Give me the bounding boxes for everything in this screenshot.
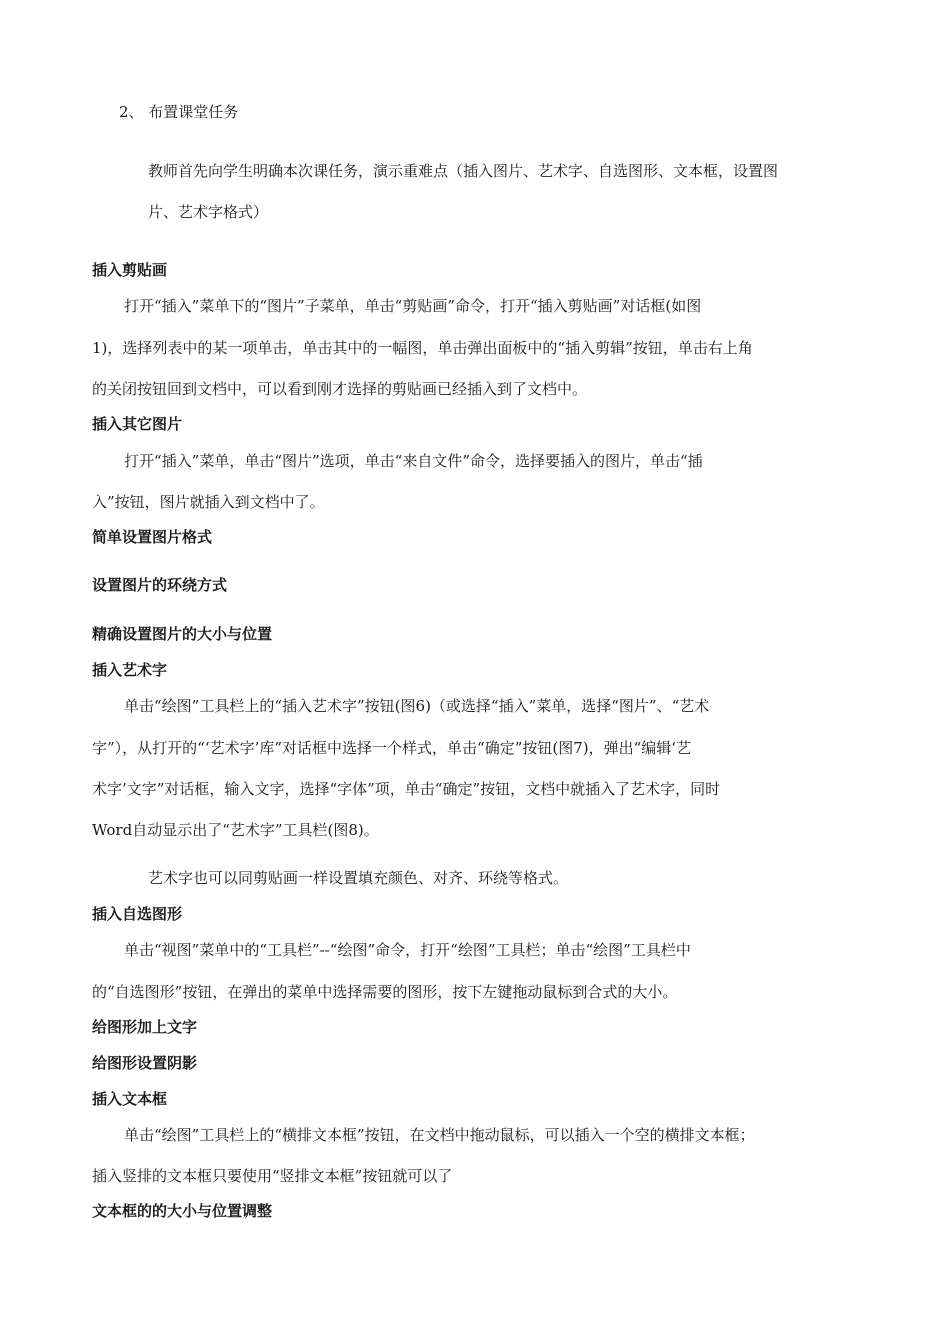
task-heading: 2、 布置课堂任务 (119, 103, 239, 121)
other-picture-line-2: 入”按钮，图片就插入到文档中了。 (92, 493, 325, 511)
heading-insert-clipart: 插入剪贴画 (92, 261, 168, 279)
clipart-line-2: 1)，选择列表中的某一项单击，单击其中的一幅图，单击弹出面板中的“插入剪辑”按钮，单击右上角 (92, 339, 753, 357)
other-picture-line-1: 打开“插入”菜单，单击“图片”选项，单击“来自文件”命令，选择要插入的图片，单击“插 (124, 452, 703, 470)
heading-insert-other-picture: 插入其它图片 (92, 415, 183, 433)
heading-picture-size-position: 精确设置图片的大小与位置 (92, 625, 273, 643)
heading-insert-autoshape: 插入自选图形 (92, 905, 183, 923)
wordart-line-4: Word自动显示出了“艺术字”工具栏(图8)。 (92, 821, 379, 839)
textbox-line-1: 单击“绘图”工具栏上的“横排文本框”按钮，在文档中拖动鼠标，可以插入一个空的横排文本框； (124, 1126, 755, 1144)
wordart-note: 艺术字也可以同剪贴画一样设置填充颜色、对齐、环绕等格式。 (148, 869, 569, 887)
clipart-line-3: 的关闭按钮回到文档中，可以看到刚才选择的剪贴画已经插入到了文档中。 (92, 380, 588, 398)
heading-shape-shadow: 给图形设置阴影 (92, 1054, 198, 1072)
clipart-line-1: 打开“插入”菜单下的“图片”子菜单，单击“剪贴画”命令，打开“插入剪贴画”对话框(如图 (124, 297, 702, 315)
intro-line-2: 片、艺术字格式） (148, 203, 269, 221)
wordart-line-1: 单击“绘图”工具栏上的“插入艺术字”按钮(图6)（或选择“插入”菜单，选择“图片”、“艺术 (124, 697, 710, 715)
intro-line-1: 教师首先向学生明确本次课任务，演示重难点（插入图片、艺术字、自选图形、文本框，设置图 (148, 162, 779, 180)
textbox-line-2: 插入竖排的文本框只要使用“竖排文本框”按钮就可以了 (92, 1167, 453, 1185)
heading-textbox-size-position: 文本框的的大小与位置调整 (92, 1202, 273, 1220)
wordart-line-2: 字”），从打开的“‘艺术字’库”对话框中选择一个样式，单击“确定”按钮(图7)，弹出“编辑‘艺 (92, 739, 692, 757)
autoshape-line-1: 单击“视图”菜单中的“工具栏”--“绘图”命令，打开“绘图”工具栏；单击“绘图”工具栏中 (124, 941, 691, 959)
heading-picture-format: 简单设置图片格式 (92, 528, 213, 546)
wordart-line-3: 术字’文字”对话框，输入文字，选择“字体”项，单击“确定”按钮，文档中就插入了艺术字，同时 (92, 780, 721, 798)
heading-insert-textbox: 插入文本框 (92, 1090, 168, 1108)
autoshape-line-2: 的“自选图形”按钮，在弹出的菜单中选择需要的图形，按下左键拖动鼠标到合式的大小。 (92, 983, 678, 1001)
heading-insert-wordart: 插入艺术字 (92, 661, 168, 679)
heading-shape-add-text: 给图形加上文字 (92, 1018, 198, 1036)
heading-picture-wrap: 设置图片的环绕方式 (92, 576, 228, 594)
